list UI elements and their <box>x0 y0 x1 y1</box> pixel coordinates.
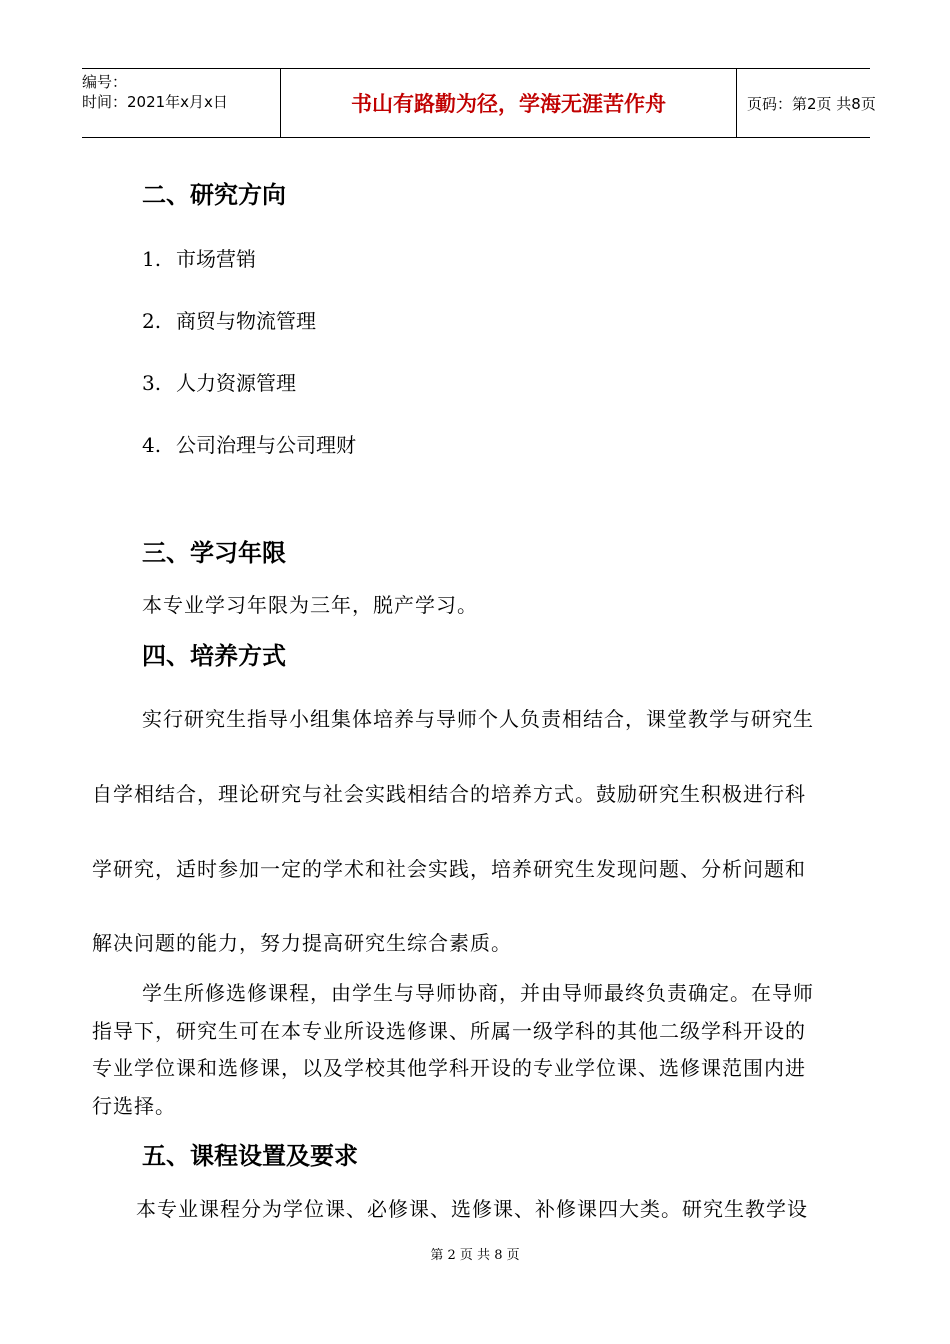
header-meta <box>82 69 280 140</box>
page-footer: 第 2 页 共 8 页 <box>430 1248 520 1263</box>
paragraph-line: 学研究，适时参加一定的学术和社会实践，培养研究生发现问题、分析问题和 <box>92 857 806 881</box>
paragraph-line: 学生所修选修课程，由学生与导师协商，并由导师最终负责确定。在导师 <box>142 981 814 1005</box>
courses-text: 本专业课程分为学位课、必修课、选修课、补修课四大类。研究生教学设 <box>136 1197 808 1221</box>
header-motto: 书山有路勤为径，学海无涯苦作舟 <box>280 69 737 137</box>
paragraph-line: 自学相结合，理论研究与社会实践相结合的培养方式。鼓励研究生积极进行科 <box>92 782 806 806</box>
serial-label: 编号： <box>82 73 128 91</box>
paragraph-line: 解决问题的能力，努力提高研究生综合素质。 <box>92 931 512 955</box>
section-title-training: 四、培养方式 <box>142 642 286 670</box>
paragraph-line: 专业学位课和选修课，以及学校其他学科开设的专业学位课、选修课范围内进 <box>92 1056 806 1080</box>
paragraph-line: 实行研究生指导小组集体培养与导师个人负责相结合，课堂教学与研究生 <box>142 707 814 731</box>
page-header <box>82 68 876 138</box>
header-page-code: 页码：第2页 共8页 <box>747 94 876 113</box>
time-label: 时间：2021年x月x日 <box>82 93 228 111</box>
paragraph-line: 行选择。 <box>92 1094 176 1118</box>
list-item: 1. 市场营销 <box>142 247 256 271</box>
section-title-courses: 五、课程设置及要求 <box>142 1142 358 1170</box>
section-title-duration: 三、学习年限 <box>142 539 286 567</box>
list-item: 4. 公司治理与公司理财 <box>142 433 356 457</box>
paragraph-line: 指导下，研究生可在本专业所设选修课、所属一级学科的其他二级学科开设的 <box>92 1019 806 1043</box>
list-item: 2. 商贸与物流管理 <box>142 309 316 333</box>
section-title-research: 二、研究方向 <box>142 181 286 209</box>
duration-text: 本专业学习年限为三年，脱产学习。 <box>142 593 478 617</box>
list-item: 3. 人力资源管理 <box>142 371 296 395</box>
